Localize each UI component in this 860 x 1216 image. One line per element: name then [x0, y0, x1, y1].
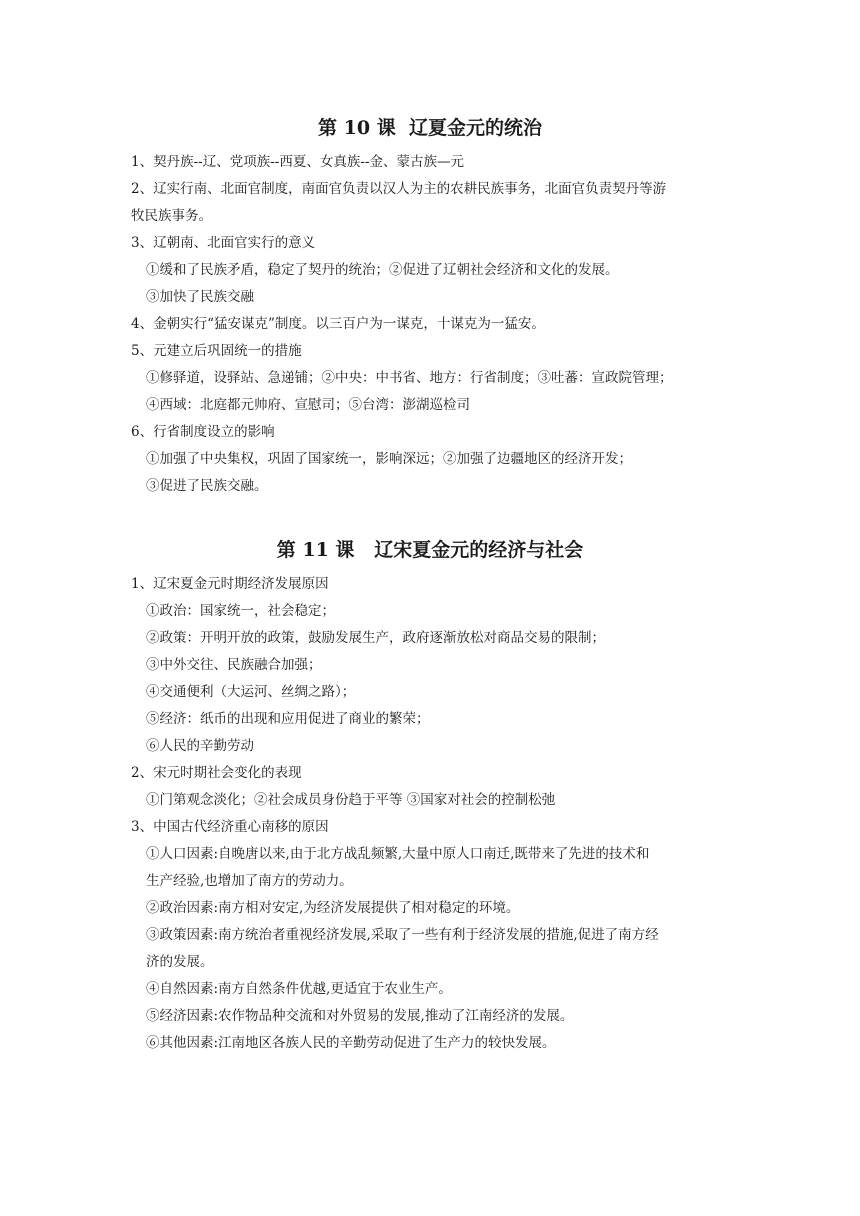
text-line: 生产经验,也增加了南方的劳动力。 [146, 873, 353, 889]
lesson-11-lines [0, 571, 860, 1057]
text-line: 6、行省制度设立的影响 [131, 424, 275, 440]
text-line: 2、宋元时期社会变化的表现 [131, 765, 302, 781]
lesson-11-title: 第 11 课 辽宋夏金元的经济与社会 [276, 539, 584, 561]
text-line: ⑤经济：纸币的出现和应用促进了商业的繁荣； [146, 711, 430, 727]
text-line: ⑤经济因素:农作物品种交流和对外贸易的发展,推动了江南经济的发展。 [146, 1008, 574, 1024]
text-line: 济的发展。 [146, 954, 214, 970]
lesson-10-lines [0, 149, 860, 500]
text-line: 5、元建立后巩固统一的措施 [131, 343, 302, 359]
text-line: ③加快了民族交融 [146, 289, 254, 305]
text-line: ①修驿道，设驿站、急递铺；②中央：中书省、地方：行省制度；③吐蕃：宣政院管理； [146, 370, 673, 386]
text-line: 3、辽朝南、北面官实行的意义 [131, 235, 316, 251]
text-line: 2、辽实行南、北面官制度，南面官负责以汉人为主的农耕民族事务，北面官负责契丹等游 [131, 181, 667, 197]
lesson-10-title: 第 10 课 辽夏金元的统治 [318, 117, 542, 139]
text-line: ④西域：北庭都元帅府、宣慰司；⑤台湾：澎湖巡检司 [146, 397, 470, 413]
text-line: 1、契丹族--辽、党项族--西夏、女真族--金、蒙古族—元 [131, 154, 464, 170]
text-line: ①门第观念淡化；②社会成员身份趋于平等 ③国家对社会的控制松弛 [146, 792, 556, 808]
text-line: ③中外交往、民族融合加强； [146, 657, 322, 673]
lesson-11-section [0, 537, 860, 1057]
text-line: ①政治：国家统一，社会稳定； [146, 603, 335, 619]
text-line: ①缓和了民族矛盾，稳定了契丹的统治；②促进了辽朝社会经济和文化的发展。 [146, 262, 619, 278]
text-line: ③政策因素:南方统治者重视经济发展,采取了一些有利于经济发展的措施,促进了南方经 [146, 927, 659, 943]
text-line: 牧民族事务。 [131, 208, 212, 224]
text-line: ④自然因素:南方自然条件优越,更适宜于农业生产。 [146, 981, 452, 997]
text-line: ②政治因素:南方相对安定,为经济发展提供了相对稳定的环境。 [146, 900, 520, 916]
text-line: ⑥其他因素:江南地区各族人民的辛勤劳动促进了生产力的较快发展。 [146, 1035, 556, 1051]
text-line: 4、金朝实行“猛安谋克”制度。以三百户为一谋克，十谋克为一猛安。 [131, 316, 545, 332]
text-line: ⑥人民的辛勤劳动 [146, 738, 254, 754]
text-line: ①人口因素:自晚唐以来,由于北方战乱频繁,大量中原人口南迁,既带来了先进的技术和 [146, 846, 650, 862]
text-line: 1、辽宋夏金元时期经济发展原因 [131, 576, 329, 592]
text-line: 3、中国古代经济重心南移的原因 [131, 819, 329, 835]
text-line: ③促进了民族交融。 [146, 478, 268, 494]
text-line: ②政策：开明开放的政策，鼓励发展生产，政府逐渐放松对商品交易的限制； [146, 630, 605, 646]
text-line: ④交通便利（大运河、丝绸之路）； [146, 684, 356, 700]
lesson-10-section [0, 115, 860, 500]
text-line: ①加强了中央集权，巩固了国家统一，影响深远；②加强了边疆地区的经济开发； [146, 451, 632, 467]
